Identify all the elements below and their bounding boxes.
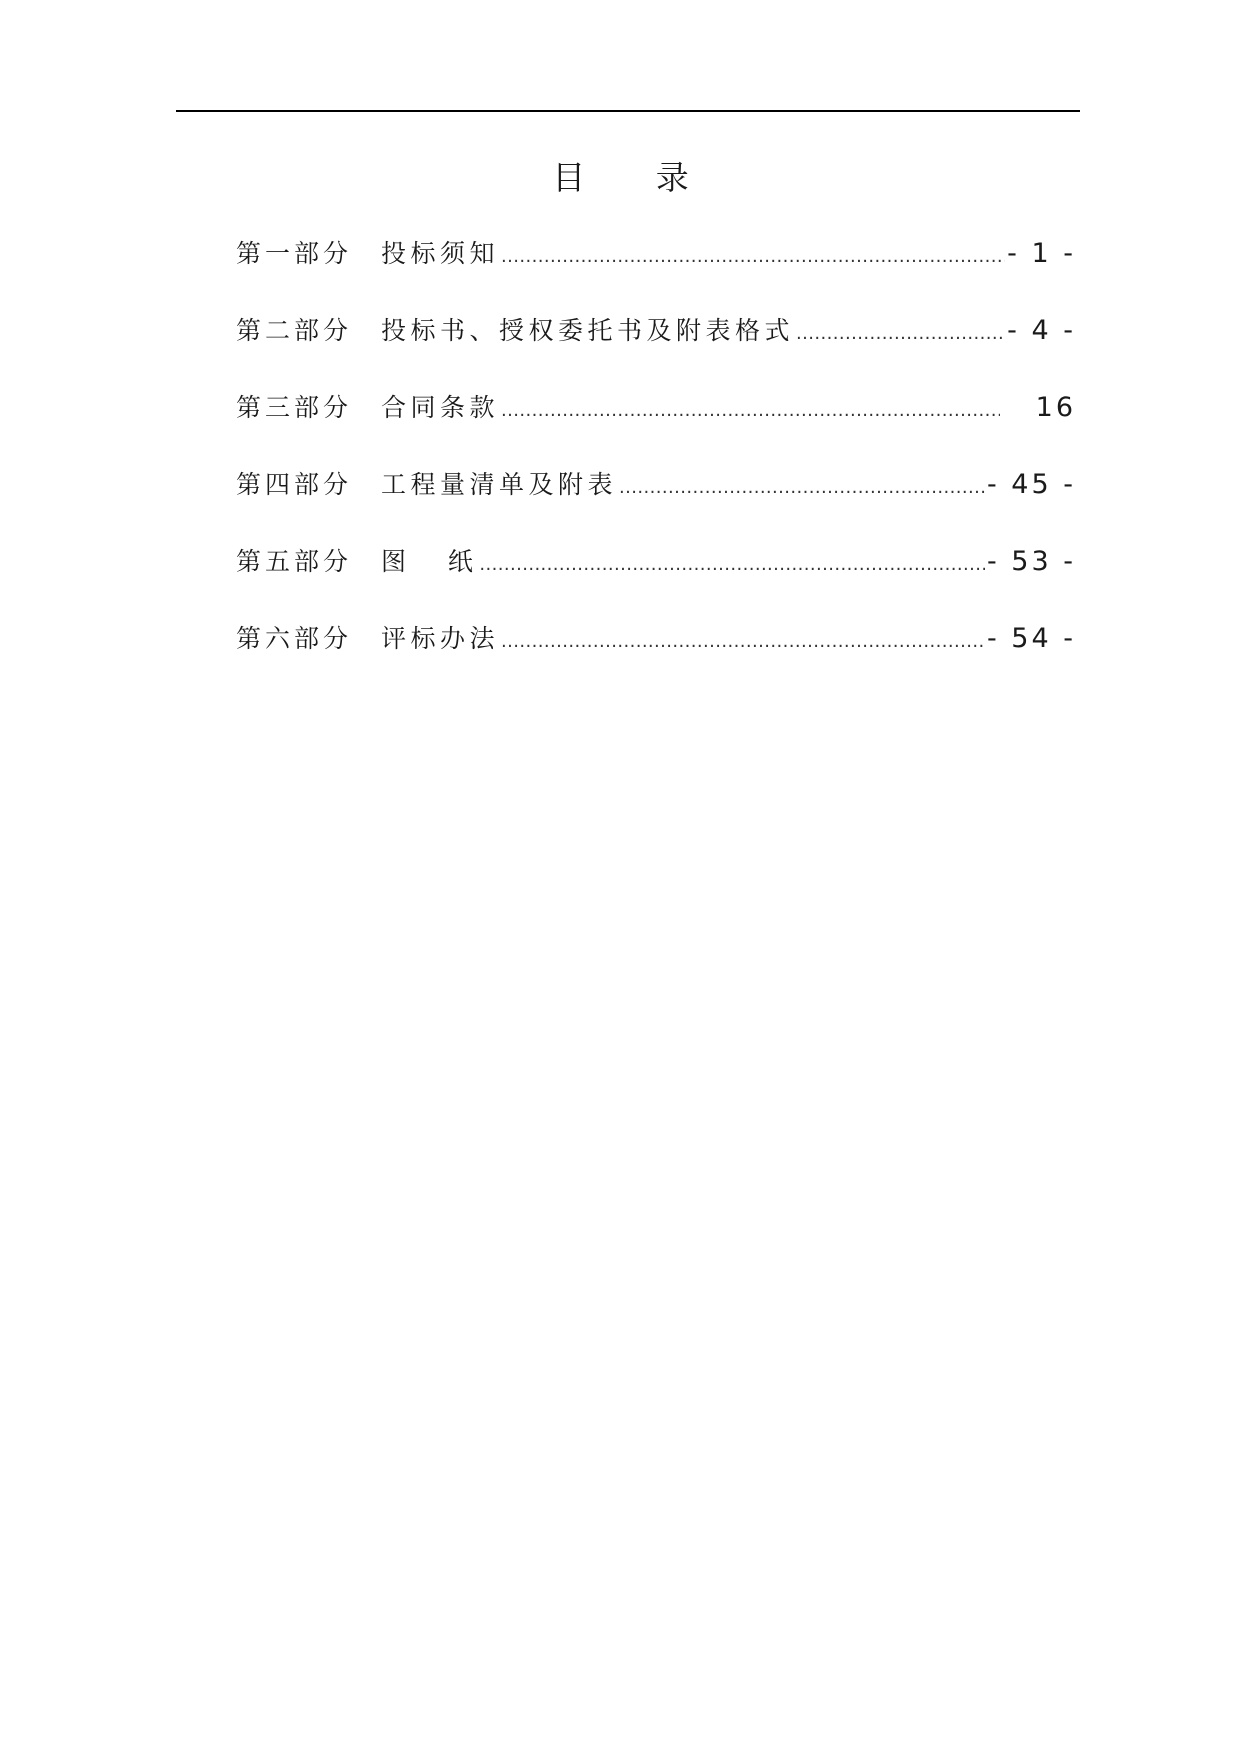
toc-title: 目 录 <box>552 158 719 197</box>
dot-leader <box>501 389 1000 433</box>
dot-leader <box>501 620 985 664</box>
toc-entry-part: 第四部分 <box>236 470 353 499</box>
toc-entry-3[interactable] <box>236 386 1076 463</box>
toc-entry-part: 第三部分 <box>236 393 353 422</box>
toc-entry-6[interactable] <box>236 617 1076 694</box>
toc-entry-page: - 53 - <box>986 546 1076 577</box>
dot-leader <box>796 312 1005 356</box>
toc-entry-name: 投标书、授权委托书及附表格式 <box>381 316 795 345</box>
toc-entry-5[interactable] <box>236 540 1076 617</box>
toc-entry-part: 第六部分 <box>236 624 353 653</box>
toc-entry-part: 第二部分 <box>236 316 353 345</box>
toc-entry-page: - 45 - <box>986 469 1076 500</box>
dot-leader <box>619 466 985 510</box>
toc-entry-4[interactable] <box>236 463 1076 540</box>
table-of-contents <box>236 232 1076 694</box>
dot-leader <box>479 543 985 587</box>
toc-entry-name: 工程量清单及附表 <box>381 470 618 499</box>
toc-entry-page: 16 <box>1035 392 1076 423</box>
toc-entry-part: 第一部分 <box>236 239 353 268</box>
toc-entry-name: 合同条款 <box>381 393 500 422</box>
dot-leader <box>501 235 1005 279</box>
toc-entry-1[interactable] <box>236 232 1076 309</box>
header-rule <box>176 110 1080 112</box>
toc-entry-part: 第五部分 <box>236 547 353 576</box>
toc-entry-name: 评标办法 <box>381 624 500 653</box>
toc-entry-page: - 1 - <box>1007 238 1076 269</box>
toc-entry-name: 投标须知 <box>381 239 500 268</box>
toc-entry-2[interactable] <box>236 309 1076 386</box>
toc-entry-name: 图 纸 <box>381 547 478 576</box>
toc-entry-page: - 54 - <box>986 623 1076 654</box>
toc-entry-page: - 4 - <box>1007 315 1076 346</box>
